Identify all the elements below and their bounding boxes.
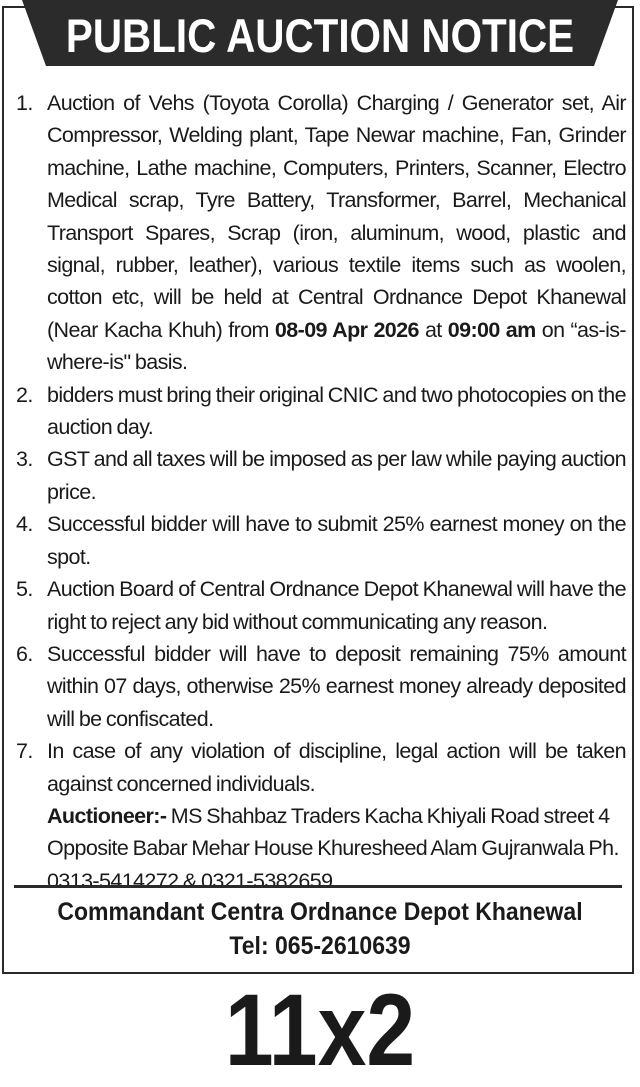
ad-size-code: 11x2 [224,973,416,1087]
item-number: 4. [16,512,33,537]
auction-time: 09:00 am [447,317,536,342]
item-text: Successful bidder will have to deposit remaining 75% amount within 07 days, otherwise 25% earnest money already deposited will be confiscated. [47,641,626,731]
item-text: GST and all taxes will be imposed as per law while paying auction price. [47,447,626,504]
item-text: In case of any violation of discipline, legal action will be taken against concerned individuals. [47,739,626,796]
footer [0,895,640,963]
item-number: 2. [16,382,33,407]
auctioneer-label: Auctioneer:- [47,803,167,828]
list-item [0,573,640,638]
list-item [0,87,640,379]
item-number: 1. [16,91,33,115]
item-text: Successful bidder will have to submit 25% earnest money on the spot. [47,512,626,569]
auctioneer-block [0,800,640,897]
title-banner [22,0,618,76]
page-title: PUBLIC AUCTION NOTICE [65,9,575,62]
terms-list [0,87,640,897]
item-number: 7. [16,739,33,764]
list-item [0,638,640,735]
footer-telephone: Tel: 065-2610639 [229,932,411,960]
item-text: at [418,317,448,342]
list-item [0,735,640,800]
item-number: 3. [16,447,33,472]
auction-date: 08-09 Apr 2026 [274,317,419,342]
item-text: on “as-is-where-is" basis. [47,317,626,375]
item-number: 5. [16,577,33,602]
divider [14,885,622,888]
auctioneer-details: MS Shahbaz Traders Kacha Khiyali Road street 4 Opposite Babar Mehar House Khuresheed Alam Gujranwala Ph. 0313-5414272 & 0321-5382659 [47,803,619,893]
item-number: 6. [16,641,33,666]
item-text: Auction of Vehs (Toyota Corolla) Charging / Generator set, Air Compressor, Welding plant, Tape Newar machine, Fan, Grinder machine, Lathe machine, Computers, Printers, Scanner, Electro Medical scrap, Tyre Battery, Transformer, Barrel, Mechanical Transport Spares, Scrap (iron, aluminum, wood, plastic and signal, rubber, leather), various textile items such as woolen, cotton etc, will be held at Central Ordnance Depot Khanewal (Near Kacha Khuh) from [47,91,626,342]
footer-authority: Commandant Centra Ordnance Depot Khanewal [57,898,583,926]
item-text: Auction Board of Central Ordnance Depot Khanewal will have the right to reject any bid without communicating any reason. [47,577,626,634]
list-item [0,379,640,444]
item-text: bidders must bring their original CNIC and two photocopies on the auction day. [47,382,626,440]
list-item [0,508,640,573]
list-item [0,443,640,508]
